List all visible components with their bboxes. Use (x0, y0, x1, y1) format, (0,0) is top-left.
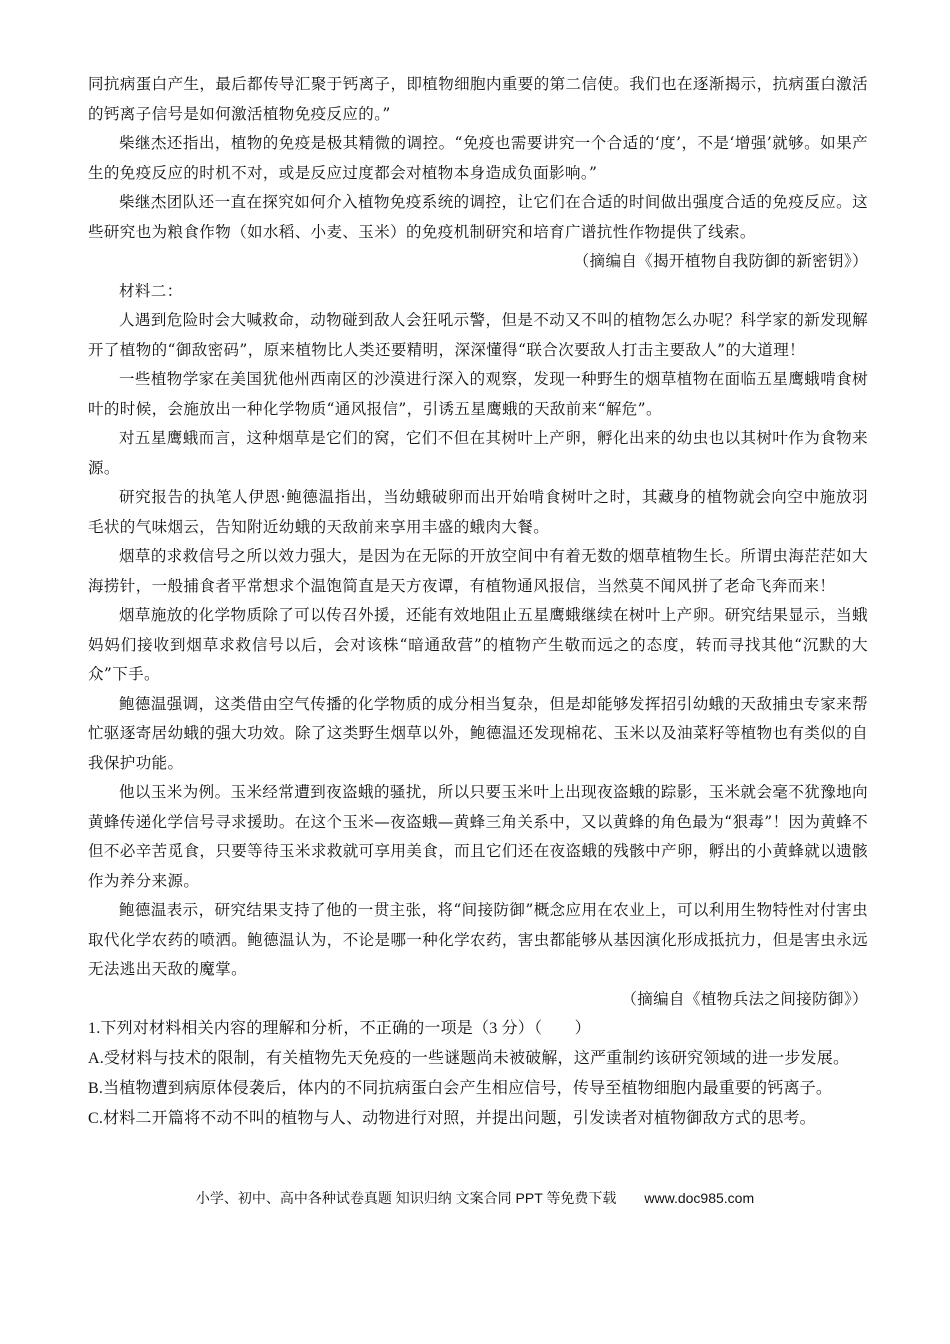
material1-paragraph-3: 柴继杰团队还一直在探究如何介入植物免疫系统的调控，让它们在合适的时间做出强度合适的免疫反应。这些研究也为粮食作物（如水稻、小麦、玉米）的免疫机制研究和培育广谱抗性作物提供了线索。 (88, 193, 868, 241)
footer-text: 小学、初中、高中各种试卷真题 知识归纳 文案合同 PPT 等免费下载 (195, 1190, 617, 1206)
material1-source: （摘编自《揭开植物自我防御的新密钥》） (573, 252, 868, 270)
question-option-a: A.受材料与技术的限制，有关植物先天免疫的一些谜题尚未被破解，这严重制约该研究领域的进一步发展。 (88, 1050, 850, 1067)
material2-source: （摘编自《植物兵法之间接防御》） (621, 989, 868, 1008)
question-option-c: C.材料二开篇将不动不叫的植物与人、动物进行对照，并提出问题，引发读者对植物御敌方式的思考。 (88, 1110, 816, 1127)
material2-paragraph: 对五星鹰蛾而言，这种烟草是它们的窝，它们不但在其树叶上产卵，孵化出来的幼虫也以其树叶作为食物来源。 (88, 429, 868, 477)
material2-heading: 材料二： (119, 281, 183, 300)
material2-paragraph: 烟草施放的化学物质除了可以传召外援，还能有效地阻止五星鹰蛾继续在树叶上产卵。研究结果显示，当蛾妈妈们接收到烟草求救信号以后，会对该株“暗通敌营”的植物产生敬而远之的态度，转而寻找其他“沉默的大众”下手。 (88, 606, 868, 683)
material2-paragraph: 他以玉米为例。玉米经常遭到夜盗蛾的骚扰，所以只要玉米叶上出现夜盗蛾的踪影，玉米就会毫不犹豫地向黄蜂传递化学信号寻求援助。在这个玉米—夜盗蛾—黄蜂三角关系中，又以黄蜂的角色最为“狠毒”！因为黄蜂不但不必辛苦觅食，只要等待玉米求救就可享用美食，而且它们还在夜盗蛾的残骸中产卵，孵出的小黄蜂就以遗骸作为养分来源。 (88, 783, 868, 890)
material1-paragraph-2: 柴继杰还指出，植物的免疫是极其精微的调控。“免疫也需要讲究一个合适的‘度’，不是‘增强’就够。如果产生的免疫反应的时机不对，或是反应过度都会对植物本身造成负面影响。” (88, 134, 868, 182)
material1-paragraph-1: 同抗病蛋白产生，最后都传导汇聚于钙离子，即植物细胞内重要的第二信使。我们也在逐渐揭示，抗病蛋白激活的钙离子信号是如何激活植物免疫反应的。” (88, 75, 868, 123)
question-stem: 1.下列对材料相关内容的理解和分析，不正确的一项是（3 分）（ ） (88, 1020, 591, 1037)
question-option-b: B.当植物遭到病原体侵袭后，体内的不同抗病蛋白会产生相应信号，传导至植物细胞内最重要的钙离子。 (88, 1080, 833, 1097)
footer-url[interactable]: www.doc985.com (644, 1190, 755, 1206)
page-footer (0, 1188, 950, 1208)
material2-paragraph: 人遇到危险时会大喊救命，动物碰到敌人会狂吼示警，但是不动又不叫的植物怎么办呢？科学家的新发现解开了植物的“御敌密码”，原来植物比人类还要精明，深深懂得“联合次要敌人打击主要敌人”的大道理！ (88, 311, 868, 359)
material2-paragraph: 烟草的求救信号之所以效力强大，是因为在无际的开放空间中有着无数的烟草植物生长。所谓虫海茫茫如大海捞针，一般捕食者平常想求个温饱简直是天方夜谭，有植物通风报信，当然莫不闻风拼了老命飞奔而来！ (88, 547, 868, 595)
material2-paragraph: 研究报告的执笔人伊恩·鲍德温指出，当幼蛾破卵而出开始啃食树叶之时，其藏身的植物就会向空中施放羽毛状的气味烟云，告知附近幼蛾的天敌前来享用丰盛的蛾肉大餐。 (88, 488, 868, 536)
material2-paragraph: 一些植物学家在美国犹他州西南区的沙漠进行深入的观察，发现一种野生的烟草植物在面临五星鹰蛾啃食树叶的时候，会施放出一种化学物质“通风报信”，引诱五星鹰蛾的天敌前来“解危”。 (88, 370, 868, 418)
document-page (88, 70, 868, 1134)
material2-paragraph: 鲍德温表示，研究结果支持了他的一贯主张，将“间接防御”概念应用在农业上，可以利用生物特性对付害虫取代化学农药的喷洒。鲍德温认为，不论是哪一种化学农药，害虫都能够从基因演化形成抵抗力，但是害虫永远无法逃出天敌的魔掌。 (88, 901, 868, 978)
material2-paragraph: 鲍德温强调，这类借由空气传播的化学物质的成分相当复杂，但是却能够发挥招引幼蛾的天敌捕虫专家来帮忙驱逐寄居幼蛾的强大功效。除了这类野生烟草以外，鲍德温还发现棉花、玉米以及油菜籽等植物也有类似的自我保护功能。 (88, 694, 868, 772)
